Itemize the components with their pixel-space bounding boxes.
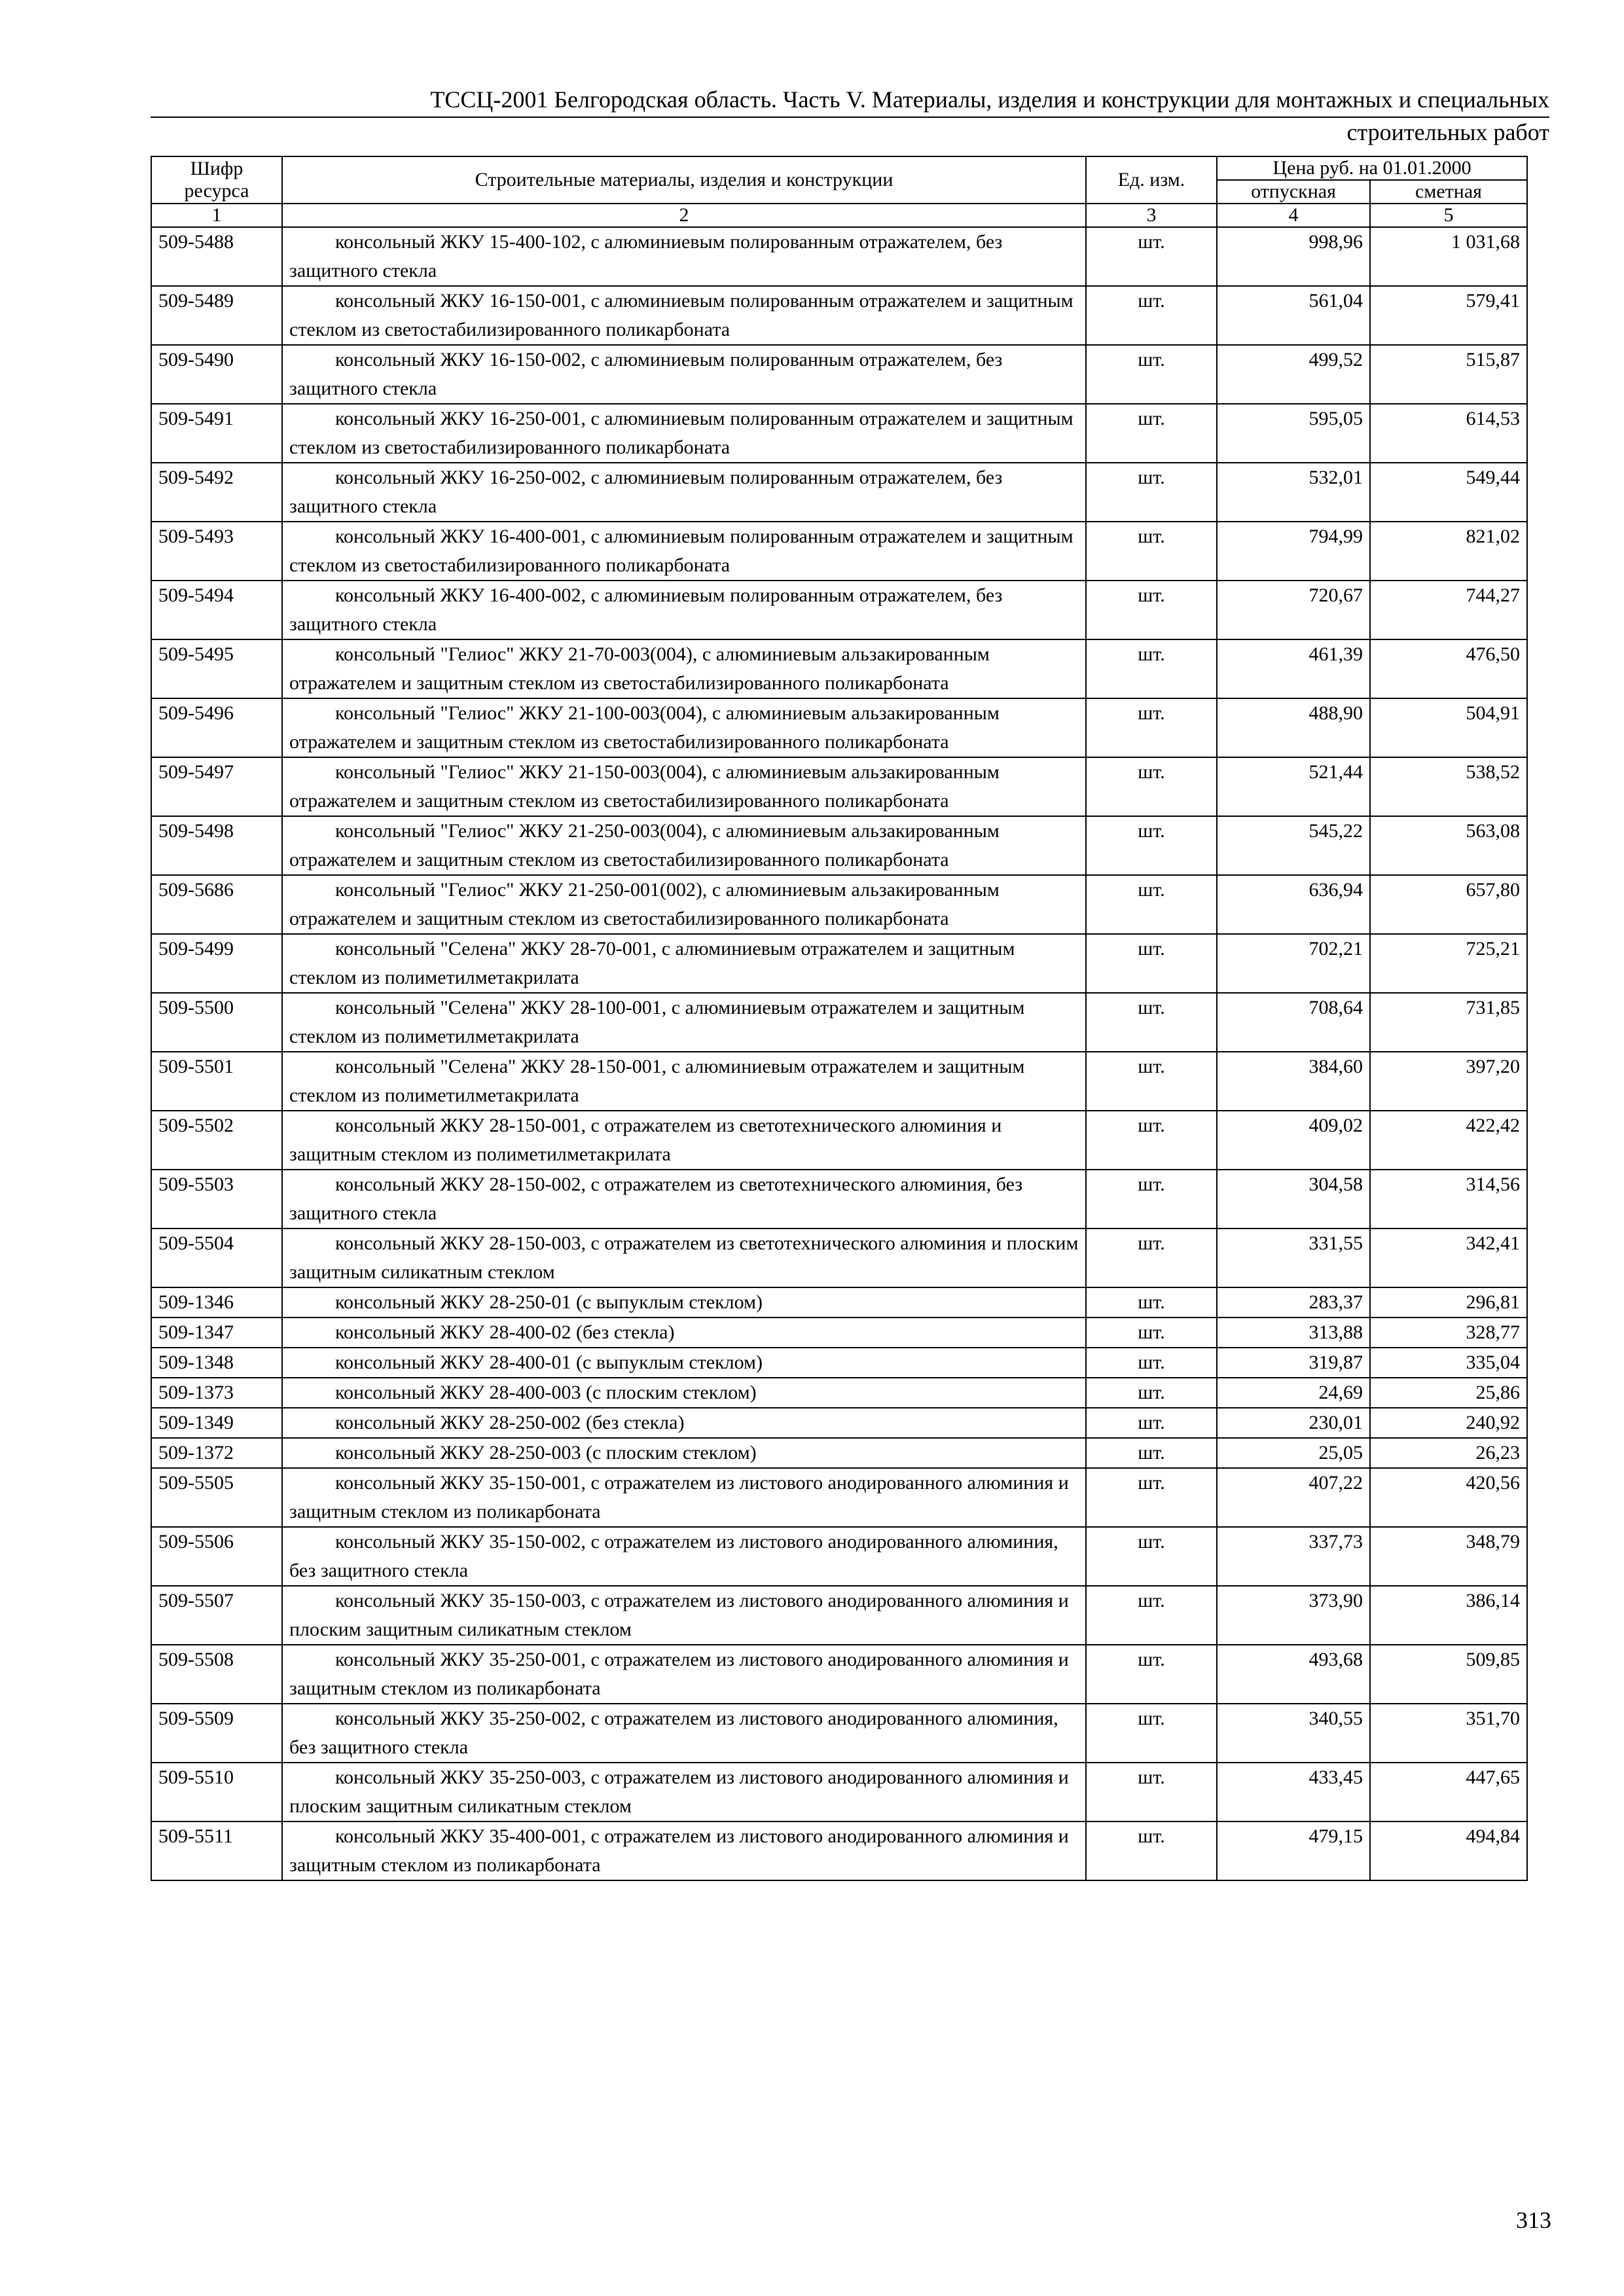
resource-code: 509-5511 — [151, 1821, 282, 1880]
release-price: 304,58 — [1217, 1170, 1370, 1229]
resource-code: 509-5497 — [151, 757, 282, 816]
table-row — [151, 1821, 1527, 1880]
resource-name: консольный "Гелиос" ЖКУ 21-100-003(004), с алюминиевым альзакированным отражателем и защитным стеклом из светостабилизированного поликарбоната — [282, 698, 1086, 757]
resource-name: консольный "Селена" ЖКУ 28-70-001, с алюминиевым отражателем и защитным стеклом из полиметилметакрилата — [282, 934, 1086, 993]
unit-of-measure: шт. — [1086, 522, 1217, 581]
resource-name: консольный ЖКУ 28-250-003 (с плоским стеклом) — [282, 1438, 1086, 1468]
resource-name: консольный ЖКУ 28-250-01 (с выпуклым стеклом) — [282, 1287, 1086, 1318]
estimate-price: 447,65 — [1370, 1763, 1527, 1821]
estimate-price: 614,53 — [1370, 404, 1527, 463]
resource-code: 509-5504 — [151, 1229, 282, 1287]
resource-name: консольный ЖКУ 35-250-003, с отражателем из листового анодированного алюминия и плоским защитным силикатным стеклом — [282, 1763, 1086, 1821]
table-row — [151, 1408, 1527, 1438]
unit-of-measure: шт. — [1086, 1763, 1217, 1821]
release-price: 998,96 — [1217, 227, 1370, 286]
release-price: 702,21 — [1217, 934, 1370, 993]
table-row — [151, 1052, 1527, 1111]
resource-code: 509-5488 — [151, 227, 282, 286]
release-price: 595,05 — [1217, 404, 1370, 463]
estimate-price: 731,85 — [1370, 993, 1527, 1052]
unit-of-measure: шт. — [1086, 639, 1217, 698]
resource-name: консольный "Гелиос" ЖКУ 21-250-003(004), с алюминиевым альзакированным отражателем и защитным стеклом из светостабилизированного поликарбоната — [282, 816, 1086, 875]
table-row — [151, 227, 1527, 286]
resource-code: 509-5496 — [151, 698, 282, 757]
resource-code: 509-5502 — [151, 1111, 282, 1170]
release-price: 337,73 — [1217, 1527, 1370, 1586]
resource-name: консольный "Гелиос" ЖКУ 21-150-003(004), с алюминиевым альзакированным отражателем и защитным стеклом из светостабилизированного поликарбоната — [282, 757, 1086, 816]
resource-name: консольный ЖКУ 28-400-003 (с плоским стеклом) — [282, 1378, 1086, 1408]
unit-of-measure: шт. — [1086, 581, 1217, 639]
resource-code: 509-1346 — [151, 1287, 282, 1318]
release-price: 409,02 — [1217, 1111, 1370, 1170]
unit-of-measure: шт. — [1086, 816, 1217, 875]
table-row — [151, 581, 1527, 639]
resource-code: 509-5491 — [151, 404, 282, 463]
resource-code: 509-5686 — [151, 875, 282, 934]
resource-code: 509-5509 — [151, 1704, 282, 1763]
header-unit: Ед. изм. — [1086, 156, 1217, 204]
table-row — [151, 757, 1527, 816]
release-price: 521,44 — [1217, 757, 1370, 816]
unit-of-measure: шт. — [1086, 1527, 1217, 1586]
resource-name: консольный ЖКУ 35-250-001, с отражателем из листового анодированного алюминия и защитным стеклом из поликарбоната — [282, 1645, 1086, 1704]
header-code: Шифр ресурса — [151, 156, 282, 204]
release-price: 479,15 — [1217, 1821, 1370, 1880]
release-price: 720,67 — [1217, 581, 1370, 639]
resource-price-table — [151, 156, 1528, 1881]
estimate-price: 563,08 — [1370, 816, 1527, 875]
resource-name: консольный ЖКУ 35-150-002, с отражателем из листового анодированного алюминия, без защитного стекла — [282, 1527, 1086, 1586]
release-price: 488,90 — [1217, 698, 1370, 757]
resource-code: 509-5507 — [151, 1586, 282, 1645]
unit-of-measure: шт. — [1086, 345, 1217, 404]
unit-of-measure: шт. — [1086, 1821, 1217, 1880]
table-row — [151, 639, 1527, 698]
resource-name: консольный "Гелиос" ЖКУ 21-70-003(004), с алюминиевым альзакированным отражателем и защитным стеклом из светостабилизированного поликарбоната — [282, 639, 1086, 698]
table-row — [151, 286, 1527, 345]
estimate-price: 538,52 — [1370, 757, 1527, 816]
resource-name: консольный ЖКУ 16-400-001, с алюминиевым полированным отражателем и защитным стеклом из светостабилизированного поликарбоната — [282, 522, 1086, 581]
resource-code: 509-5500 — [151, 993, 282, 1052]
release-price: 313,88 — [1217, 1318, 1370, 1348]
estimate-price: 314,56 — [1370, 1170, 1527, 1229]
resource-name: консольный ЖКУ 35-150-001, с отражателем из листового анодированного алюминия и защитным стеклом из поликарбоната — [282, 1468, 1086, 1527]
resource-name: консольный ЖКУ 16-250-001, с алюминиевым полированным отражателем и защитным стеклом из светостабилизированного поликарбоната — [282, 404, 1086, 463]
unit-of-measure: шт. — [1086, 1287, 1217, 1318]
resource-name: консольный ЖКУ 16-400-002, с алюминиевым полированным отражателем, без защитного стекла — [282, 581, 1086, 639]
column-number: 2 — [282, 204, 1086, 227]
table-row — [151, 1704, 1527, 1763]
estimate-price: 504,91 — [1370, 698, 1527, 757]
unit-of-measure: шт. — [1086, 1378, 1217, 1408]
unit-of-measure: шт. — [1086, 1111, 1217, 1170]
resource-name: консольный "Селена" ЖКУ 28-100-001, с алюминиевым отражателем и защитным стеклом из полиметилметакрилата — [282, 993, 1086, 1052]
resource-name: консольный ЖКУ 35-250-002, с отражателем из листового анодированного алюминия, без защитного стекла — [282, 1704, 1086, 1763]
resource-name: консольный ЖКУ 16-150-002, с алюминиевым полированным отражателем, без защитного стекла — [282, 345, 1086, 404]
resource-code: 509-5501 — [151, 1052, 282, 1111]
unit-of-measure: шт. — [1086, 1052, 1217, 1111]
resource-code: 509-5506 — [151, 1527, 282, 1586]
release-price: 499,52 — [1217, 345, 1370, 404]
release-price: 25,05 — [1217, 1438, 1370, 1468]
resource-code: 509-5508 — [151, 1645, 282, 1704]
resource-name: консольный ЖКУ 16-150-001, с алюминиевым полированным отражателем и защитным стеклом из светостабилизированного поликарбоната — [282, 286, 1086, 345]
unit-of-measure: шт. — [1086, 1408, 1217, 1438]
table-row — [151, 1586, 1527, 1645]
resource-name: консольный "Гелиос" ЖКУ 21-250-001(002), с алюминиевым альзакированным отражателем и защитным стеклом из светостабилизированного поликарбоната — [282, 875, 1086, 934]
resource-code: 509-1373 — [151, 1378, 282, 1408]
header-price: Цена руб. на 01.01.2000 — [1217, 156, 1527, 180]
estimate-price: 386,14 — [1370, 1586, 1527, 1645]
estimate-price: 422,42 — [1370, 1111, 1527, 1170]
resource-name: консольный ЖКУ 35-150-003, с отражателем из листового анодированного алюминия и плоским защитным силикатным стеклом — [282, 1586, 1086, 1645]
table-row — [151, 1468, 1527, 1527]
resource-code: 509-5495 — [151, 639, 282, 698]
estimate-price: 1 031,68 — [1370, 227, 1527, 286]
table-row — [151, 698, 1527, 757]
release-price: 493,68 — [1217, 1645, 1370, 1704]
estimate-price: 725,21 — [1370, 934, 1527, 993]
column-number: 3 — [1086, 204, 1217, 227]
unit-of-measure: шт. — [1086, 1468, 1217, 1527]
release-price: 384,60 — [1217, 1052, 1370, 1111]
table-row — [151, 1229, 1527, 1287]
table-row — [151, 1527, 1527, 1586]
table-row — [151, 1111, 1527, 1170]
resource-code: 509-1372 — [151, 1438, 282, 1468]
resource-name: консольный "Селена" ЖКУ 28-150-001, с алюминиевым отражателем и защитным стеклом из полиметилметакрилата — [282, 1052, 1086, 1111]
estimate-price: 296,81 — [1370, 1287, 1527, 1318]
estimate-price: 420,56 — [1370, 1468, 1527, 1527]
resource-code: 509-5492 — [151, 463, 282, 522]
unit-of-measure: шт. — [1086, 1348, 1217, 1378]
resource-name: консольный ЖКУ 35-400-001, с отражателем из листового анодированного алюминия и защитным стеклом из поликарбоната — [282, 1821, 1086, 1880]
release-price: 407,22 — [1217, 1468, 1370, 1527]
estimate-price: 579,41 — [1370, 286, 1527, 345]
unit-of-measure: шт. — [1086, 286, 1217, 345]
release-price: 794,99 — [1217, 522, 1370, 581]
resource-name: консольный ЖКУ 16-250-002, с алюминиевым полированным отражателем, без защитного стекла — [282, 463, 1086, 522]
resource-name: консольный ЖКУ 28-150-001, с отражателем из светотехнического алюминия и защитным стеклом из полиметилметакрилата — [282, 1111, 1086, 1170]
estimate-price: 744,27 — [1370, 581, 1527, 639]
release-price: 24,69 — [1217, 1378, 1370, 1408]
resource-code: 509-5489 — [151, 286, 282, 345]
table-row — [151, 404, 1527, 463]
resource-code: 509-1347 — [151, 1318, 282, 1348]
release-price: 373,90 — [1217, 1586, 1370, 1645]
unit-of-measure: шт. — [1086, 1586, 1217, 1645]
resource-code: 509-1349 — [151, 1408, 282, 1438]
table-row — [151, 1438, 1527, 1468]
release-price: 230,01 — [1217, 1408, 1370, 1438]
estimate-price: 351,70 — [1370, 1704, 1527, 1763]
table-row — [151, 1287, 1527, 1318]
release-price: 636,94 — [1217, 875, 1370, 934]
estimate-price: 657,80 — [1370, 875, 1527, 934]
resource-name: консольный ЖКУ 15-400-102, с алюминиевым полированным отражателем, без защитного стекла — [282, 227, 1086, 286]
table-row — [151, 934, 1527, 993]
document-title-continued: строительных работ — [1346, 119, 1549, 145]
header-price-release: отпускная — [1217, 180, 1370, 204]
release-price: 331,55 — [1217, 1229, 1370, 1287]
estimate-price: 549,44 — [1370, 463, 1527, 522]
table-row — [151, 463, 1527, 522]
release-price: 461,39 — [1217, 639, 1370, 698]
resource-code: 509-5494 — [151, 581, 282, 639]
resource-name: консольный ЖКУ 28-400-01 (с выпуклым стеклом) — [282, 1348, 1086, 1378]
resource-code: 509-1348 — [151, 1348, 282, 1378]
estimate-price: 335,04 — [1370, 1348, 1527, 1378]
unit-of-measure: шт. — [1086, 875, 1217, 934]
release-price: 561,04 — [1217, 286, 1370, 345]
unit-of-measure: шт. — [1086, 698, 1217, 757]
unit-of-measure: шт. — [1086, 463, 1217, 522]
table-row — [151, 1170, 1527, 1229]
estimate-price: 494,84 — [1370, 1821, 1527, 1880]
unit-of-measure: шт. — [1086, 934, 1217, 993]
release-price: 545,22 — [1217, 816, 1370, 875]
resource-name: консольный ЖКУ 28-250-002 (без стекла) — [282, 1408, 1086, 1438]
table-row — [151, 1645, 1527, 1704]
resource-code: 509-5490 — [151, 345, 282, 404]
estimate-price: 397,20 — [1370, 1052, 1527, 1111]
release-price: 283,37 — [1217, 1287, 1370, 1318]
table-row — [151, 1318, 1527, 1348]
resource-code: 509-5498 — [151, 816, 282, 875]
unit-of-measure: шт. — [1086, 1704, 1217, 1763]
unit-of-measure: шт. — [1086, 1318, 1217, 1348]
release-price: 319,87 — [1217, 1348, 1370, 1378]
resource-name: консольный ЖКУ 28-150-003, с отражателем из светотехнического алюминия и плоским защитным силикатным стеклом — [282, 1229, 1086, 1287]
header-price-estimate: сметная — [1370, 180, 1527, 204]
unit-of-measure: шт. — [1086, 757, 1217, 816]
table-row — [151, 522, 1527, 581]
table-row — [151, 345, 1527, 404]
table-row — [151, 1763, 1527, 1821]
page-number: 313 — [1516, 2207, 1551, 2233]
estimate-price: 821,02 — [1370, 522, 1527, 581]
unit-of-measure: шт. — [1086, 1170, 1217, 1229]
unit-of-measure: шт. — [1086, 227, 1217, 286]
unit-of-measure: шт. — [1086, 1438, 1217, 1468]
column-number: 4 — [1217, 204, 1370, 227]
estimate-price: 509,85 — [1370, 1645, 1527, 1704]
release-price: 708,64 — [1217, 993, 1370, 1052]
resource-code: 509-5505 — [151, 1468, 282, 1527]
resource-code: 509-5510 — [151, 1763, 282, 1821]
release-price: 433,45 — [1217, 1763, 1370, 1821]
release-price: 340,55 — [1217, 1704, 1370, 1763]
resource-code: 509-5503 — [151, 1170, 282, 1229]
resource-code: 509-5493 — [151, 522, 282, 581]
table-body — [151, 227, 1527, 1880]
table-row — [151, 875, 1527, 934]
unit-of-measure: шт. — [1086, 404, 1217, 463]
estimate-price: 328,77 — [1370, 1318, 1527, 1348]
table-row — [151, 1378, 1527, 1408]
unit-of-measure: шт. — [1086, 1645, 1217, 1704]
estimate-price: 348,79 — [1370, 1527, 1527, 1586]
estimate-price: 26,23 — [1370, 1438, 1527, 1468]
column-number: 1 — [151, 204, 282, 227]
document-title: ТССЦ-2001 Белгородская область. Часть V. Материалы, изделия и конструкции для монтажных и специальных — [430, 86, 1549, 113]
estimate-price: 240,92 — [1370, 1408, 1527, 1438]
release-price: 532,01 — [1217, 463, 1370, 522]
table-row — [151, 993, 1527, 1052]
column-number-row — [151, 204, 1527, 227]
unit-of-measure: шт. — [1086, 993, 1217, 1052]
table-row — [151, 816, 1527, 875]
header-name: Строительные материалы, изделия и конструкции — [282, 156, 1086, 204]
column-number: 5 — [1370, 204, 1527, 227]
unit-of-measure: шт. — [1086, 1229, 1217, 1287]
resource-name: консольный ЖКУ 28-150-002, с отражателем из светотехнического алюминия, без защитного стекла — [282, 1170, 1086, 1229]
estimate-price: 25,86 — [1370, 1378, 1527, 1408]
resource-name: консольный ЖКУ 28-400-02 (без стекла) — [282, 1318, 1086, 1348]
estimate-price: 342,41 — [1370, 1229, 1527, 1287]
table-row — [151, 1348, 1527, 1378]
estimate-price: 476,50 — [1370, 639, 1527, 698]
resource-code: 509-5499 — [151, 934, 282, 993]
estimate-price: 515,87 — [1370, 345, 1527, 404]
